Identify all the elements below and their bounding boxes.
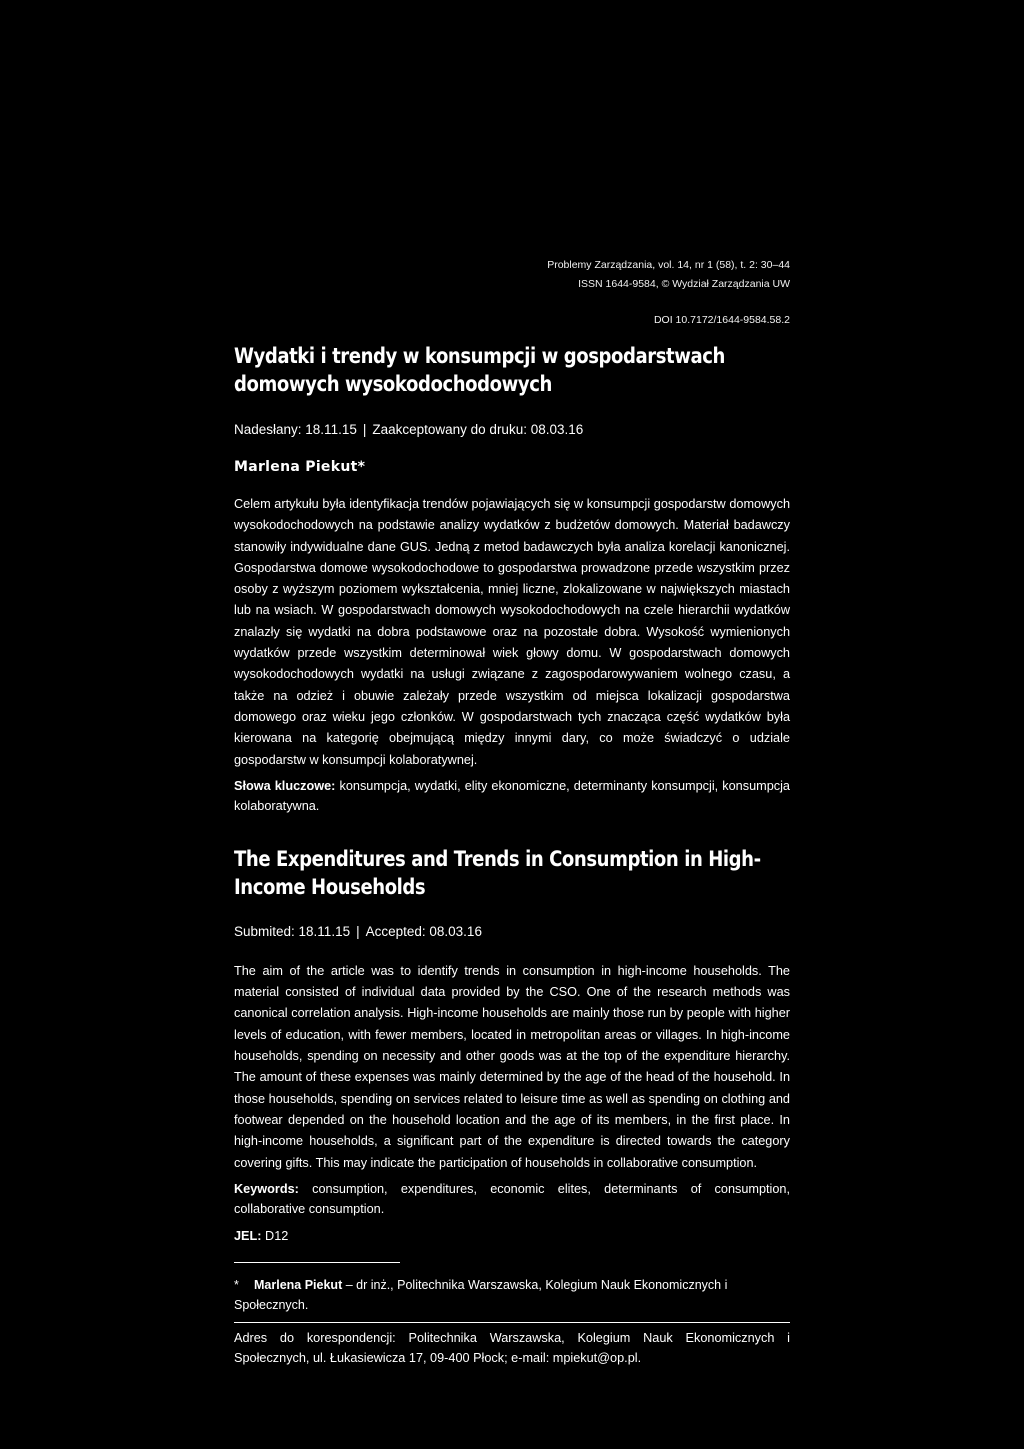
received-date: Nadesłany: 18.11.15: [234, 422, 357, 437]
keywords-text-en: consumption, expenditures, economic elites, determinants of consumption, collaborative consumption.: [234, 1181, 791, 1217]
author-footnote: [234, 1275, 790, 1315]
jel-code: [234, 1226, 790, 1246]
keywords-label: Słowa kluczowe:: [234, 778, 336, 793]
title-english: The Expenditures and Trends in Consumption in High-Income Households: [234, 846, 761, 899]
accepted-date: Zaakceptowany do druku: 08.03.16: [372, 422, 584, 437]
keywords-text: konsumpcja, wydatki, elity ekonomiczne, determinanty konsumpcji, konsumpcja kolaboratywna.: [234, 778, 790, 814]
footnote-divider: [234, 1262, 400, 1263]
author-name: Marlena Piekut*: [234, 459, 366, 475]
keywords-english: [234, 1179, 790, 1220]
doi-line: DOI 10.7172/1644-9584.58.2: [653, 314, 790, 326]
issn-line: ISSN 1644-9584, © Wydział Zarządzania UW: [578, 278, 790, 290]
keywords-polish: [234, 776, 790, 817]
footnote-mark: *: [234, 1277, 239, 1292]
article-content: [234, 342, 790, 1368]
title-polish: Wydatki i trendy w konsumpcji w gospodarstwach domowych wysokodochodowych: [234, 344, 725, 396]
keywords-label-en: Keywords:: [234, 1181, 299, 1196]
address-divider: [234, 1322, 790, 1323]
jel-label: JEL:: [234, 1228, 262, 1243]
dates-english: [234, 922, 790, 942]
jel-value: D12: [265, 1228, 289, 1243]
abstract-polish: Celem artykułu była identyfikacja trendów pojawiających się w konsumpcji gospodarstw domowych wysokodochodowych na podstawie analizy wydatków z budżetów domowych. Materiał badawczy stanowiły indywidualne dane GUS. Jedną z metod badawczych była analiza korelacji kanonicznej. Gospodarstwa domowe wysokodochodowe to gospodarstwa prowadzone przede wszystkim przez osoby z wyższym poziomem wykształcenia, mniej liczne, zlokalizowane w największych miastach lub na wsiach. W gospodarstwach domowych wysokodochodowych na czele hierarchii wydatków znalazły się wydatki na dobra podstawowe oraz na pozostałe dobra. Wysokość wymienionych wydatków przede wszystkim determinował wiek głowy domu. W gospodarstwach domowych wysokodochodowych wydatki na usługi związane z zagospodarowywaniem wolnego czasu, a także na odzież i obuwie zależały przede wszystkim od miejsca lokalizacji gospodarstwa domowego oraz wieku jego członków. W gospodarstwach tych znacząca część wydatków była kierowana na kategorię obejmującą między innymi dary, co może świadczyć o udziale gospodarstw w konsumpcji kolaboratywnej.: [234, 497, 790, 767]
footnote-affiliation: – dr inż., Politechnika Warszawska, Kolegium Nauk Ekonomicznych i Społecznych.: [234, 1277, 728, 1312]
accepted-date-en: Accepted: 08.03.16: [365, 923, 482, 939]
journal-masthead: [390, 256, 790, 330]
abstract-english: The aim of the article was to identify trends in consumption in high-income households. The material consisted of individual data provided by the CSO. One of the research methods was canonical correlation analysis. High-income households are mainly those run by people with higher levels of education, with fewer members, located in metropolitan areas or villages. In high-income households, spending on necessity and other goods was at the top of the expenditure hierarchy. The amount of these expenses was mainly determined by the age of the head of the household. In those households, spending on services related to leisure time as well as spending on clothing and footwear depended on the household location and the age of its members, in the first place. In high-income households, a significant part of the expenditure is directed towards the category covering gifts. This may indicate the participation of households in collaborative consumption.: [234, 963, 790, 1170]
dates-polish: [234, 420, 790, 440]
received-date-en: Submited: 18.11.15: [234, 923, 351, 939]
date-separator-en: |: [356, 923, 360, 939]
footnote-author: Marlena Piekut: [254, 1277, 343, 1292]
correspondence-address: Adres do korespondencji: Politechnika Warszawska, Kolegium Nauk Ekonomicznych i Społecznych, ul. Łukasiewicza 17, 09-400 Płock; e-mail: mpiekut@op.pl.: [234, 1330, 790, 1365]
date-separator: |: [362, 422, 367, 437]
journal-citation: Problemy Zarządzania, vol. 14, nr 1 (58), t. 2: 30–44: [547, 259, 790, 271]
